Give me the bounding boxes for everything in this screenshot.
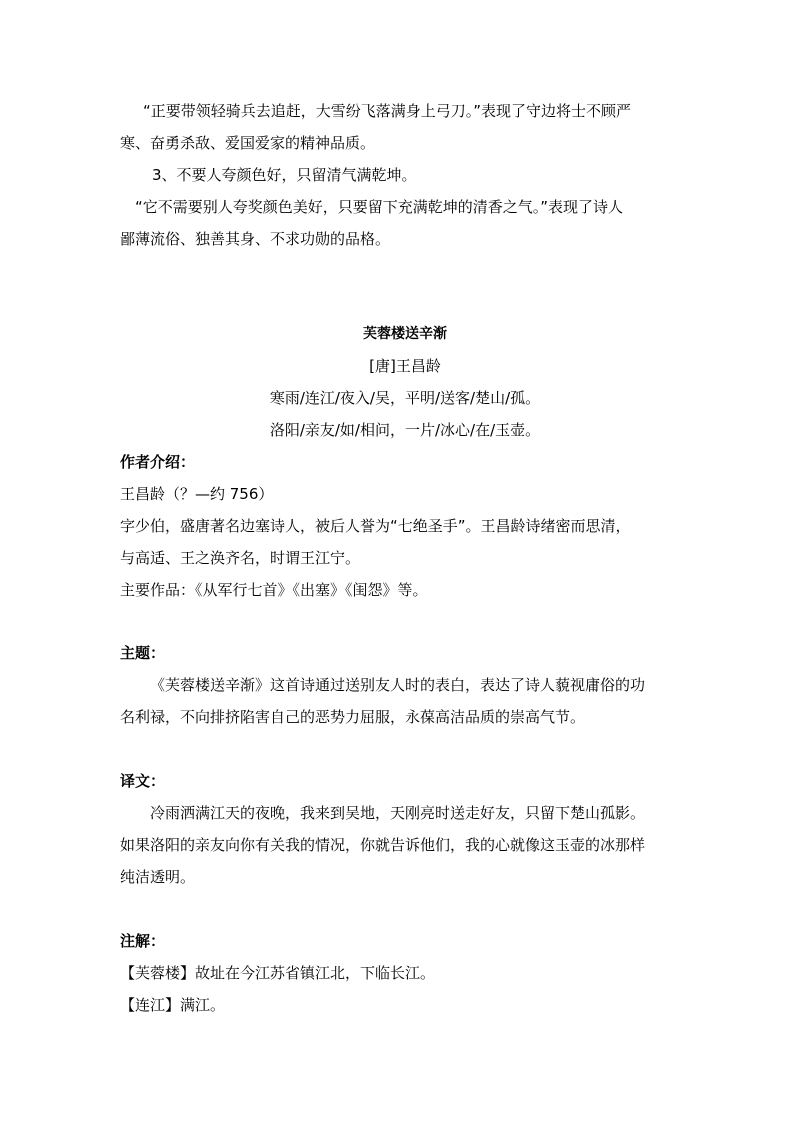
author-heading: 作者介绍： xyxy=(120,453,196,471)
intro-paragraph-line: “正要带领轻骑兵去追赶，大雪纷飞落满身上弓刀。”表现了守边将士不顾严 xyxy=(143,102,632,120)
theme-heading: 主题： xyxy=(120,644,166,662)
translation-heading: 译文： xyxy=(120,772,166,790)
author-works: 主要作品：《从军行七首》《出塞》《闺怨》等。 xyxy=(120,581,428,599)
theme-paragraph-line: 名利禄，不向排挤陷害自己的恶势力屈服，永葆高洁品质的崇高气节。 xyxy=(120,708,586,726)
intro-item-3: 3、不要人夸颜色好，只留清气满乾坤。 xyxy=(152,166,417,184)
intro-paragraph-line: 鄙薄流俗、独善其身、不求功勋的品格。 xyxy=(120,230,391,248)
author-bio-line: 字少伯，盛唐著名边塞诗人，被后人誉为“七绝圣手”。王昌龄诗绪密而思清， xyxy=(120,517,631,535)
translation-paragraph-line: 冷雨洒满江天的夜晚，我来到吴地，天刚亮时送走好友，只留下楚山孤影。 xyxy=(150,804,646,822)
note-item: 【芙蓉楼】故址在今江苏省镇江北，下临长江。 xyxy=(120,964,436,982)
theme-paragraph-line: 《芙蓉楼送辛渐》这首诗通过送别友人时的表白，表达了诗人藐视庸俗的功 xyxy=(150,676,646,694)
intro-paragraph-line: 寒、奋勇杀敌、爱国爱家的精神品质。 xyxy=(120,134,376,152)
author-bio-line: 与高适、王之涣齐名，时谓王江宁。 xyxy=(120,549,361,567)
intro-paragraph-line: “它不需要别人夸奖颜色美好，只要留下充满乾坤的清香之气。”表现了诗人 xyxy=(135,198,624,216)
translation-paragraph-line: 如果洛阳的亲友向你有关我的情况，你就告诉他们，我的心就像这玉壶的冰那样 xyxy=(120,836,646,854)
poem-title: 芙蓉楼送辛渐 xyxy=(363,326,447,342)
translation-paragraph-line: 纯洁透明。 xyxy=(120,868,196,886)
author-name: 王昌龄（？—约 756） xyxy=(120,485,274,503)
poem-line: 洛阳/亲友/如/相问，一片/冰心/在/玉壶。 xyxy=(269,421,541,439)
poem-line: 寒雨/连江/夜入/吴，平明/送客/楚山/孤。 xyxy=(269,389,541,407)
poem-author: [唐]王昌龄 xyxy=(369,357,441,375)
notes-heading: 注解： xyxy=(120,932,166,950)
note-item: 【连江】满江。 xyxy=(120,996,226,1014)
